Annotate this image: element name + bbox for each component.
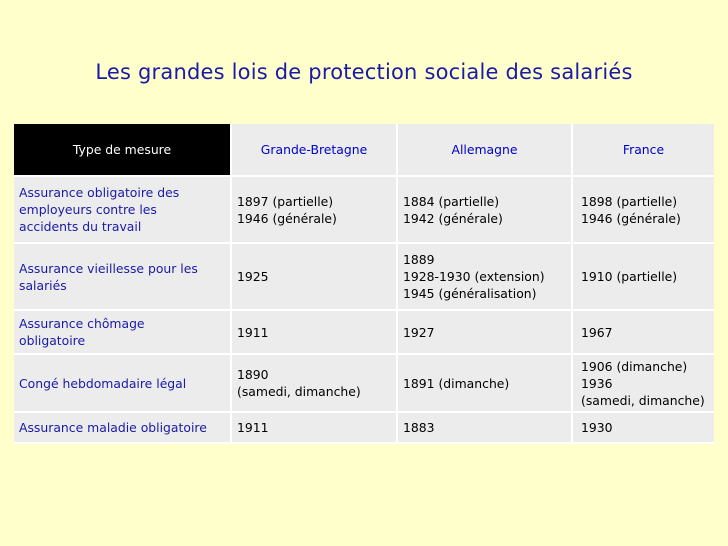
header-france: France [573,124,714,177]
social-laws-table [14,124,714,444]
cell-de-maladie: 1883 [398,413,573,444]
cell-de-vieillesse: 1889 1928-1930 (extension) 1945 (généralisation) [398,244,573,311]
table-row [14,355,714,413]
row-label-vieillesse: Assurance vieillesse pour les salariés [14,244,232,311]
cell-gb-accidents: 1897 (partielle) 1946 (générale) [232,177,398,244]
table-header-row [14,124,714,177]
header-type-de-mesure: Type de mesure [14,124,232,177]
cell-fr-vieillesse: 1910 (partielle) [573,244,714,311]
cell-fr-conge: 1906 (dimanche) 1936 (samedi, dimanche) [573,355,714,413]
row-label-maladie: Assurance maladie obligatoire [14,413,232,444]
cell-fr-maladie: 1930 [573,413,714,444]
slide-title: Les grandes lois de protection sociale des salariés [95,60,633,84]
row-label-accidents-travail: Assurance obligatoire des employeurs contre les accidents du travail [14,177,232,244]
cell-fr-accidents: 1898 (partielle) 1946 (générale) [573,177,714,244]
header-allemagne: Allemagne [398,124,573,177]
table-row [14,311,714,355]
cell-gb-chomage: 1911 [232,311,398,355]
cell-de-accidents: 1884 (partielle) 1942 (générale) [398,177,573,244]
cell-fr-chomage: 1967 [573,311,714,355]
cell-de-chomage: 1927 [398,311,573,355]
cell-gb-conge: 1890 (samedi, dimanche) [232,355,398,413]
table-row [14,244,714,311]
row-label-chomage: Assurance chômage obligatoire [14,311,232,355]
row-label-conge: Congé hebdomadaire légal [14,355,232,413]
header-grande-bretagne: Grande-Bretagne [232,124,398,177]
cell-gb-vieillesse: 1925 [232,244,398,311]
table-row [14,177,714,244]
cell-gb-maladie: 1911 [232,413,398,444]
cell-de-conge: 1891 (dimanche) [398,355,573,413]
table-row [14,413,714,444]
